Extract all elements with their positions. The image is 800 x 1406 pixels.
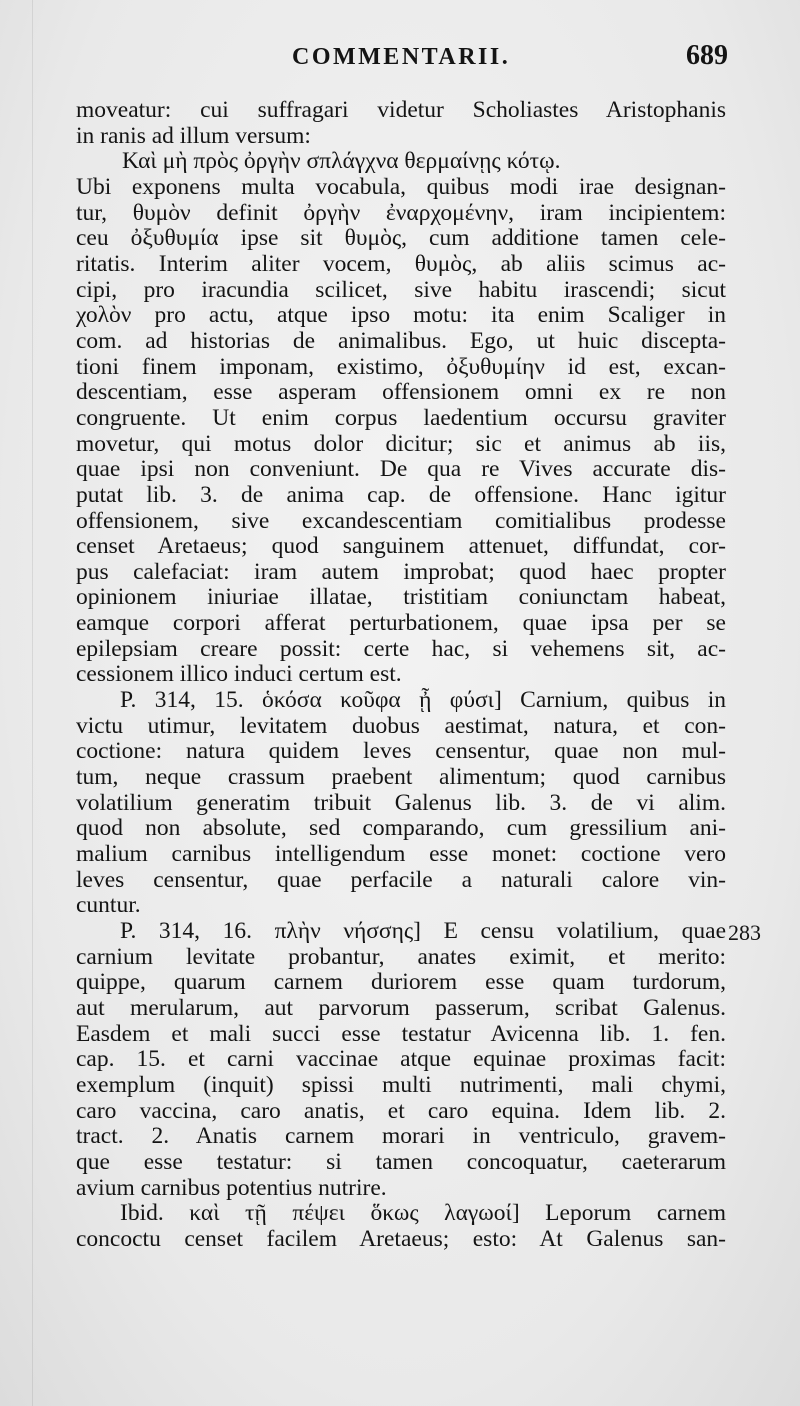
text-line: Ibid. καὶ τῇ πέψει ὅκως λαγωοί] Leporum carnem	[120, 1200, 726, 1227]
text-line: descentiam, esse asperam offensionem omni ex re non	[76, 379, 726, 406]
text-line: cipi, pro iracundia scilicet, sive habitu irascendi; sicut	[76, 276, 726, 303]
text-line: P. 314, 15. ὁκόσα κοῦφα ᾖ φύσι] Carnium, quibus in	[120, 687, 726, 714]
text-line: movetur, qui motus dolor dicitur; sic et animus ab iis,	[76, 430, 726, 457]
text-line: tum, neque crassum praebent alimentum; quod carnibus	[76, 764, 726, 791]
text-line: avium carnibus potentius nutrire.	[76, 1174, 387, 1201]
text-line: que esse testatur: si tamen concoquatur, caeterarum	[76, 1148, 726, 1175]
text-line: exemplum (inquit) spissi multi nutrimenti, mali chymi,	[76, 1071, 726, 1098]
text-line: quod non absolute, sed comparando, cum gressilium ani-	[76, 815, 726, 842]
margin-reference-number: 283	[728, 920, 761, 945]
text-line: com. ad historias de animalibus. Ego, ut huic discepta-	[76, 327, 726, 354]
text-line: ritatis. Interim aliter vocem, θυμὸς, ab aliis scimus ac-	[76, 250, 726, 277]
text-line: in ranis ad illum versum:	[76, 122, 311, 149]
page-gutter-shadow	[32, 0, 33, 1406]
running-head: COMMENTARII.	[292, 44, 511, 70]
text-line: leves censentur, quae perfacile a naturali calore vin-	[76, 866, 726, 893]
text-line: aut merularum, aut parvorum passerum, scribat Galenus.	[76, 994, 726, 1021]
text-line: volatilium generatim tribuit Galenus lib. 3. de vi alim.	[76, 789, 726, 816]
text-line: carnium levitate probantur, anates eximit, et merito:	[76, 943, 726, 970]
text-line: tioni finem imponam, existimo, ὀξυθυμίην id est, excan-	[76, 353, 726, 380]
text-line: victu utimur, levitatem duobus aestimat, natura, et con-	[76, 712, 726, 739]
text-line: caro vaccina, caro anatis, et caro equina. Idem lib. 2.	[76, 1097, 726, 1124]
text-line: malium carnibus intelligendum esse monet: coctione vero	[76, 841, 726, 868]
page-number: 689	[686, 40, 728, 71]
page-header	[0, 40, 800, 78]
text-line: putat lib. 3. de anima cap. de offensione. Hanc igitur	[76, 481, 726, 508]
text-line: pus calefaciat: iram autem improbat; quod haec propter	[76, 558, 726, 585]
text-line: cap. 15. et carni vaccinae atque equinae proximas facit:	[76, 1046, 726, 1073]
text-line: concoctu censet facilem Aretaeus; esto: At Galenus san-	[76, 1225, 726, 1252]
text-line: quae ipsi non conveniunt. De qua re Vives accurate dis-	[76, 456, 726, 483]
text-line: Easdem et mali succi esse testatur Avicenna lib. 1. fen.	[76, 1020, 726, 1047]
text-line: ceu ὀξυθυμία ipse sit θυμὸς, cum additione tamen cele-	[76, 225, 726, 252]
text-line: Καὶ μὴ πρὸς ὀργὴν σπλάγχνα θερμαίνῃς κότῳ.	[122, 148, 561, 175]
text-line: epilepsiam creare possit: certe hac, si vehemens sit, ac-	[76, 635, 726, 662]
text-line: censet Aretaeus; quod sanguinem attenuet, diffundat, cor-	[76, 533, 726, 560]
text-line: congruente. Ut enim corpus laedentium occursu graviter	[76, 404, 726, 431]
text-line: moveatur: cui suffragari videtur Scholiastes Aristophanis	[76, 97, 726, 123]
text-line: Ubi exponens multa vocabula, quibus modi irae designan-	[76, 173, 726, 200]
text-line: offensionem, sive excandescentiam comitialibus prodesse	[76, 507, 726, 534]
text-line: coctione: natura quidem leves censentur, quae non mul-	[76, 738, 726, 765]
text-line: χολὸν pro actu, atque ipso motu: ita enim Scaliger in	[76, 302, 726, 329]
text-line: opinionem iniuriae illatae, tristitiam coniunctam habeat,	[76, 584, 726, 611]
text-line: quippe, quarum carnem duriorem esse quam turdorum,	[76, 969, 726, 996]
text-line: tract. 2. Anatis carnem morari in ventriculo, gravem-	[76, 1123, 726, 1150]
text-line: cuntur.	[76, 892, 141, 919]
text-line: tur, θυμὸν definit ὀργὴν ἐναρχομένην, iram incipientem:	[76, 199, 726, 226]
text-line: eamque corpori afferat perturbationem, quae ipsa per se	[76, 610, 726, 637]
text-line: cessionem illico induci certum est.	[76, 661, 402, 688]
text-line: P. 314, 16. πλὴν νήσσης] E censu volatilium, quae	[120, 918, 726, 944]
commentary-text	[76, 98, 726, 1253]
